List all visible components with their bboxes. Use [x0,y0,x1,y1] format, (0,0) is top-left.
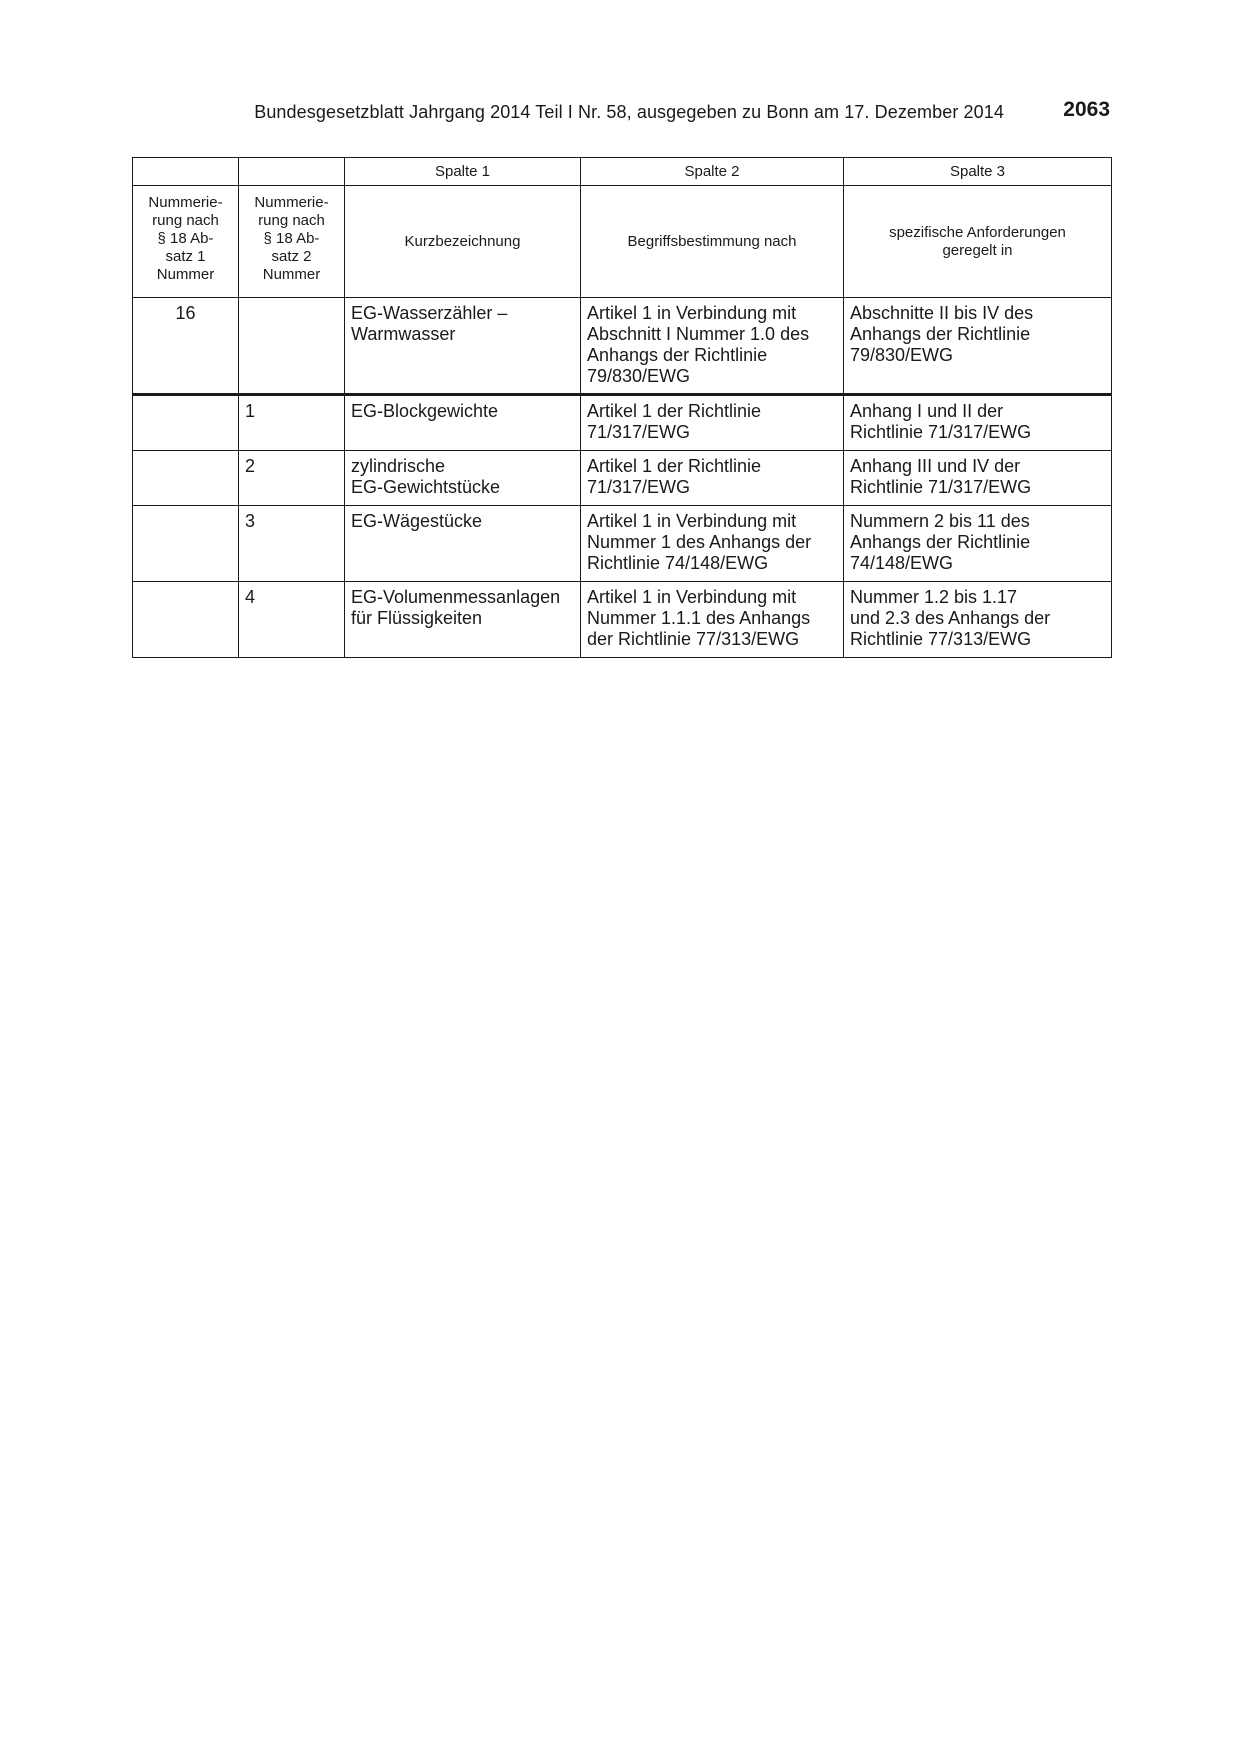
cell-line: 71/317/EWG [587,477,691,497]
running-header-title: Bundesgesetzblatt Jahrgang 2014 Teil I Nr. 58, ausgegeben zu Bonn am 17. Dezember 2014 [254,102,1004,122]
column-label-spalte-2: Spalte 2 [581,158,844,186]
cell-line: 79/830/EWG [850,345,954,365]
cell-kurzbezeichnung [345,395,581,451]
cell-line: EG-Gewichtstücke [351,477,501,497]
regulation-table [132,157,1112,658]
cell-line: EG-Wägestücke [351,511,483,531]
cell-line: Richtlinie 74/148/EWG [587,553,769,573]
header-line: satz 1 [165,248,206,265]
column-label-num2 [239,158,345,186]
header-line: rung nach [258,212,325,229]
cell-line: Anhangs der Richtlinie [850,532,1031,552]
cell-kurzbezeichnung [345,451,581,506]
cell-num2: 3 [239,506,345,582]
cell-kurzbezeichnung [345,582,581,658]
cell-line: Artikel 1 in Verbindung mit [587,587,797,607]
cell-line: Nummer 1.2 bis 1.17 [850,587,1018,607]
table-row [133,298,1112,395]
cell-num1: 16 [133,298,239,395]
cell-line: 79/830/EWG [587,366,691,386]
cell-kurzbezeichnung [345,298,581,395]
cell-num2: 4 [239,582,345,658]
cell-num1 [133,506,239,582]
header-line: Nummer [262,266,321,283]
cell-line: der Richtlinie 77/313/EWG [587,629,800,649]
column-description-row [133,186,1112,298]
cell-begriffsbestimmung [581,298,844,395]
cell-line: EG-Volumenmessanlagen [351,587,561,607]
cell-line: Artikel 1 in Verbindung mit [587,511,797,531]
cell-anforderungen [844,506,1112,582]
cell-line: Nummern 2 bis 11 des [850,511,1030,531]
cell-begriffsbestimmung [581,506,844,582]
cell-anforderungen [844,451,1112,506]
cell-line: Richtlinie 71/317/EWG [850,477,1032,497]
header-line: § 18 Ab- [157,230,214,247]
cell-line: Artikel 1 in Verbindung mit [587,303,797,323]
cell-line: 74/148/EWG [850,553,954,573]
cell-line: Richtlinie 77/313/EWG [850,629,1032,649]
cell-line: Anhangs der Richtlinie [587,345,768,365]
cell-anforderungen [844,395,1112,451]
column-label-spalte-3: Spalte 3 [844,158,1112,186]
cell-num1 [133,395,239,451]
header-begriffsbestimmung: Begriffsbestimmung nach [581,186,844,298]
cell-line: Anhangs der Richtlinie [850,324,1031,344]
cell-begriffsbestimmung [581,582,844,658]
header-line: Nummer [156,266,215,283]
cell-line: Richtlinie 71/317/EWG [850,422,1032,442]
cell-line: für Flüssigkeiten [351,608,483,628]
header-line: spezifische Anforderungen [889,223,1066,241]
cell-num2: 1 [239,395,345,451]
header-line: geregelt in [942,241,1013,259]
cell-line: Anhang I und II der [850,401,1004,421]
table-row [133,582,1112,658]
column-label-spalte-1: Spalte 1 [345,158,581,186]
cell-line: Nummer 1.1.1 des Anhangs [587,608,811,628]
header-line: rung nach [152,212,219,229]
table-row [133,506,1112,582]
cell-line: zylindrische [351,456,446,476]
cell-anforderungen [844,582,1112,658]
header-line: § 18 Ab- [263,230,320,247]
column-label-num1 [133,158,239,186]
cell-line: Artikel 1 der Richtlinie [587,401,762,421]
header-line: satz 2 [271,248,312,265]
cell-begriffsbestimmung [581,451,844,506]
column-label-row [133,158,1112,186]
cell-line: und 2.3 des Anhangs der [850,608,1051,628]
cell-begriffsbestimmung [581,395,844,451]
cell-num1 [133,582,239,658]
table-row [133,395,1112,451]
cell-num1 [133,451,239,506]
cell-line: EG-Wasserzähler – [351,303,508,323]
cell-num2 [239,298,345,395]
cell-line: Abschnitte II bis IV des [850,303,1034,323]
cell-kurzbezeichnung [345,506,581,582]
cell-line: EG-Blockgewichte [351,401,499,421]
cell-line: 71/317/EWG [587,422,691,442]
page-number: 2063 [1063,98,1110,121]
cell-line: Artikel 1 der Richtlinie [587,456,762,476]
header-numbering-absatz-1 [133,186,239,298]
page-header [132,98,1110,128]
header-line: Nummerie- [148,194,223,211]
cell-line: Anhang III und IV der [850,456,1021,476]
table-row [133,451,1112,506]
header-line: Nummerie- [254,194,329,211]
cell-num2: 2 [239,451,345,506]
cell-line: Abschnitt I Nummer 1.0 des [587,324,810,344]
cell-anforderungen [844,298,1112,395]
header-anforderungen [844,186,1112,298]
cell-line: Nummer 1 des Anhangs der [587,532,812,552]
cell-line: Warmwasser [351,324,456,344]
header-numbering-absatz-2 [239,186,345,298]
header-kurzbezeichnung: Kurzbezeichnung [345,186,581,298]
